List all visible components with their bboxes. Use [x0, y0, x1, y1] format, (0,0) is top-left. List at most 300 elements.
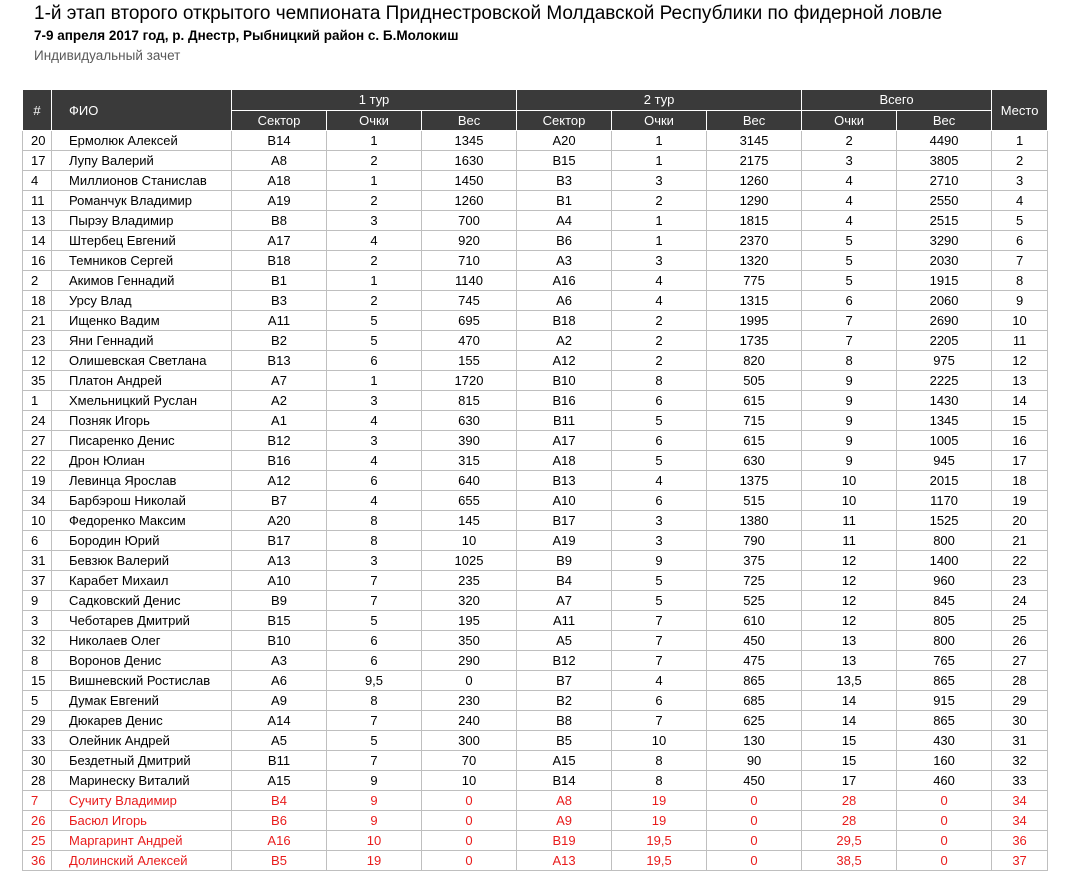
cell-place: 18 — [992, 471, 1048, 491]
cell-number: 31 — [23, 551, 52, 571]
cell-weight-round1: 290 — [422, 651, 517, 671]
cell-points-total: 5 — [802, 271, 897, 291]
cell-points-round2: 4 — [612, 471, 707, 491]
cell-weight-round1: 1630 — [422, 151, 517, 171]
cell-weight-total: 1170 — [897, 491, 992, 511]
cell-weight-round2: 130 — [707, 731, 802, 751]
cell-points-round2: 6 — [612, 391, 707, 411]
cell-name: Карабет Михаил — [52, 571, 232, 591]
cell-name: Пырэу Владимир — [52, 211, 232, 231]
cell-points-total: 13 — [802, 651, 897, 671]
cell-weight-round2: 2370 — [707, 231, 802, 251]
table-body — [23, 131, 1048, 871]
cell-points-round2: 7 — [612, 631, 707, 651]
cell-place: 34 — [992, 811, 1048, 831]
cell-points-round1: 3 — [327, 551, 422, 571]
cell-name: Басюл Игорь — [52, 811, 232, 831]
cell-weight-round1: 695 — [422, 311, 517, 331]
cell-weight-round2: 685 — [707, 691, 802, 711]
results-table — [22, 89, 1048, 871]
cell-number: 16 — [23, 251, 52, 271]
cell-points-total: 15 — [802, 751, 897, 771]
cell-number: 21 — [23, 311, 52, 331]
cell-name: Ермолюк Алексей — [52, 131, 232, 151]
cell-points-total: 9 — [802, 431, 897, 451]
cell-name: Барбэрош Николай — [52, 491, 232, 511]
cell-points-round2: 7 — [612, 611, 707, 631]
table-row — [23, 251, 1048, 271]
cell-number: 12 — [23, 351, 52, 371]
cell-sector-round1: B10 — [232, 631, 327, 651]
table-row — [23, 391, 1048, 411]
cell-points-round1: 4 — [327, 491, 422, 511]
cell-points-round2: 10 — [612, 731, 707, 751]
cell-points-round2: 3 — [612, 251, 707, 271]
cell-points-total: 4 — [802, 211, 897, 231]
cell-sector-round1: B3 — [232, 291, 327, 311]
cell-sector-round2: B1 — [517, 191, 612, 211]
cell-weight-total: 800 — [897, 631, 992, 651]
cell-sector-round1: B13 — [232, 351, 327, 371]
col-header-points-round1: Очки — [327, 110, 422, 131]
cell-number: 35 — [23, 371, 52, 391]
cell-place: 13 — [992, 371, 1048, 391]
cell-weight-round1: 350 — [422, 631, 517, 651]
table-row — [23, 711, 1048, 731]
cell-place: 3 — [992, 171, 1048, 191]
cell-weight-round2: 715 — [707, 411, 802, 431]
cell-weight-round2: 1995 — [707, 311, 802, 331]
cell-weight-round1: 390 — [422, 431, 517, 451]
cell-place: 4 — [992, 191, 1048, 211]
cell-name: Маргаринт Андрей — [52, 831, 232, 851]
cell-name: Яни Геннадий — [52, 331, 232, 351]
cell-points-round2: 3 — [612, 531, 707, 551]
cell-weight-total: 0 — [897, 851, 992, 871]
table-row — [23, 191, 1048, 211]
cell-number: 32 — [23, 631, 52, 651]
table-row — [23, 211, 1048, 231]
cell-number: 11 — [23, 191, 52, 211]
cell-number: 22 — [23, 451, 52, 471]
cell-name: Бородин Юрий — [52, 531, 232, 551]
cell-sector-round1: B17 — [232, 531, 327, 551]
cell-weight-round1: 1260 — [422, 191, 517, 211]
cell-points-round2: 2 — [612, 331, 707, 351]
cell-number: 18 — [23, 291, 52, 311]
cell-weight-total: 975 — [897, 351, 992, 371]
cell-sector-round2: A8 — [517, 791, 612, 811]
cell-weight-round1: 0 — [422, 671, 517, 691]
cell-points-round1: 7 — [327, 571, 422, 591]
table-row — [23, 151, 1048, 171]
table-row — [23, 651, 1048, 671]
cell-name: Лупу Валерий — [52, 151, 232, 171]
cell-points-total: 2 — [802, 131, 897, 151]
cell-sector-round2: A19 — [517, 531, 612, 551]
cell-weight-total: 2550 — [897, 191, 992, 211]
col-header-place: Место — [992, 90, 1048, 131]
cell-weight-total: 0 — [897, 831, 992, 851]
cell-number: 19 — [23, 471, 52, 491]
cell-name: Платон Андрей — [52, 371, 232, 391]
cell-points-round2: 4 — [612, 291, 707, 311]
table-row — [23, 331, 1048, 351]
cell-sector-round2: A11 — [517, 611, 612, 631]
cell-weight-round1: 0 — [422, 791, 517, 811]
cell-weight-round2: 820 — [707, 351, 802, 371]
cell-number: 20 — [23, 131, 52, 151]
cell-points-round2: 4 — [612, 271, 707, 291]
cell-points-round1: 5 — [327, 611, 422, 631]
cell-sector-round2: A7 — [517, 591, 612, 611]
cell-points-round2: 1 — [612, 131, 707, 151]
cell-number: 37 — [23, 571, 52, 591]
cell-sector-round1: A3 — [232, 651, 327, 671]
page-subtitle: 7-9 апреля 2017 год, р. Днестр, Рыбницкий район с. Б.Молокиш — [34, 28, 459, 43]
col-header-points-round2: Очки — [612, 110, 707, 131]
cell-place: 14 — [992, 391, 1048, 411]
table-row — [23, 431, 1048, 451]
cell-weight-round2: 790 — [707, 531, 802, 551]
cell-name: Маринеску Виталий — [52, 771, 232, 791]
table-row — [23, 691, 1048, 711]
cell-name: Миллионов Станислав — [52, 171, 232, 191]
table-row — [23, 551, 1048, 571]
cell-weight-round2: 3145 — [707, 131, 802, 151]
cell-place: 5 — [992, 211, 1048, 231]
cell-sector-round1: B1 — [232, 271, 327, 291]
table-row — [23, 291, 1048, 311]
cell-points-round1: 4 — [327, 451, 422, 471]
cell-sector-round1: A12 — [232, 471, 327, 491]
cell-points-round1: 9 — [327, 811, 422, 831]
cell-points-round2: 3 — [612, 511, 707, 531]
cell-name: Дрон Юлиан — [52, 451, 232, 471]
cell-weight-total: 2225 — [897, 371, 992, 391]
cell-weight-total: 1525 — [897, 511, 992, 531]
col-group-total: Всего — [802, 90, 992, 111]
cell-weight-round1: 815 — [422, 391, 517, 411]
cell-weight-round2: 610 — [707, 611, 802, 631]
cell-weight-round1: 145 — [422, 511, 517, 531]
cell-weight-round1: 655 — [422, 491, 517, 511]
cell-weight-round1: 300 — [422, 731, 517, 751]
cell-points-total: 11 — [802, 511, 897, 531]
cell-sector-round1: B2 — [232, 331, 327, 351]
standings-caption: Индивидуальный зачет — [34, 48, 181, 63]
cell-weight-round1: 235 — [422, 571, 517, 591]
cell-number: 27 — [23, 431, 52, 451]
cell-points-round2: 1 — [612, 151, 707, 171]
cell-points-round1: 8 — [327, 511, 422, 531]
cell-sector-round1: A16 — [232, 831, 327, 851]
cell-points-total: 38,5 — [802, 851, 897, 871]
table-row — [23, 351, 1048, 371]
cell-place: 8 — [992, 271, 1048, 291]
cell-number: 33 — [23, 731, 52, 751]
cell-weight-total: 945 — [897, 451, 992, 471]
cell-sector-round2: B18 — [517, 311, 612, 331]
cell-points-round1: 2 — [327, 291, 422, 311]
cell-weight-round1: 470 — [422, 331, 517, 351]
cell-sector-round2: B2 — [517, 691, 612, 711]
cell-place: 7 — [992, 251, 1048, 271]
cell-place: 34 — [992, 791, 1048, 811]
cell-sector-round2: B9 — [517, 551, 612, 571]
cell-sector-round2: A18 — [517, 451, 612, 471]
cell-name: Писаренко Денис — [52, 431, 232, 451]
cell-weight-total: 2515 — [897, 211, 992, 231]
cell-sector-round2: A3 — [517, 251, 612, 271]
cell-sector-round1: B6 — [232, 811, 327, 831]
cell-place: 26 — [992, 631, 1048, 651]
cell-place: 1 — [992, 131, 1048, 151]
col-header-sector-round1: Сектор — [232, 110, 327, 131]
cell-points-round1: 2 — [327, 151, 422, 171]
cell-points-round2: 5 — [612, 451, 707, 471]
cell-weight-total: 960 — [897, 571, 992, 591]
cell-weight-total: 2060 — [897, 291, 992, 311]
cell-weight-round2: 525 — [707, 591, 802, 611]
table-row — [23, 571, 1048, 591]
cell-weight-round2: 1380 — [707, 511, 802, 531]
cell-sector-round2: B17 — [517, 511, 612, 531]
cell-weight-total: 1005 — [897, 431, 992, 451]
cell-weight-total: 3805 — [897, 151, 992, 171]
cell-sector-round1: A8 — [232, 151, 327, 171]
cell-weight-round1: 1140 — [422, 271, 517, 291]
cell-points-round2: 5 — [612, 411, 707, 431]
table-row — [23, 411, 1048, 431]
cell-weight-round1: 1345 — [422, 131, 517, 151]
cell-points-round2: 8 — [612, 371, 707, 391]
cell-points-total: 12 — [802, 591, 897, 611]
cell-sector-round1: B12 — [232, 431, 327, 451]
cell-sector-round2: A5 — [517, 631, 612, 651]
cell-name: Романчук Владимир — [52, 191, 232, 211]
col-header-weight-round1: Вес — [422, 110, 517, 131]
cell-name: Акимов Геннадий — [52, 271, 232, 291]
cell-weight-total: 2030 — [897, 251, 992, 271]
cell-points-round2: 2 — [612, 191, 707, 211]
cell-weight-total: 160 — [897, 751, 992, 771]
cell-weight-round2: 775 — [707, 271, 802, 291]
cell-sector-round2: A10 — [517, 491, 612, 511]
cell-points-round1: 3 — [327, 391, 422, 411]
cell-number: 13 — [23, 211, 52, 231]
cell-points-round1: 7 — [327, 591, 422, 611]
cell-number: 1 — [23, 391, 52, 411]
cell-place: 12 — [992, 351, 1048, 371]
cell-number: 6 — [23, 531, 52, 551]
cell-sector-round1: B7 — [232, 491, 327, 511]
cell-number: 24 — [23, 411, 52, 431]
cell-points-total: 11 — [802, 531, 897, 551]
cell-points-total: 7 — [802, 331, 897, 351]
table-row — [23, 811, 1048, 831]
cell-name: Темников Сергей — [52, 251, 232, 271]
cell-weight-round2: 475 — [707, 651, 802, 671]
cell-name: Сучиту Владимир — [52, 791, 232, 811]
cell-place: 19 — [992, 491, 1048, 511]
cell-points-round2: 6 — [612, 431, 707, 451]
cell-points-round1: 2 — [327, 251, 422, 271]
cell-place: 37 — [992, 851, 1048, 871]
cell-points-total: 14 — [802, 691, 897, 711]
cell-name: Вишневский Ростислав — [52, 671, 232, 691]
cell-sector-round1: A1 — [232, 411, 327, 431]
cell-weight-round1: 710 — [422, 251, 517, 271]
cell-weight-total: 1345 — [897, 411, 992, 431]
cell-points-round1: 8 — [327, 531, 422, 551]
cell-weight-round2: 90 — [707, 751, 802, 771]
cell-weight-total: 865 — [897, 711, 992, 731]
cell-number: 7 — [23, 791, 52, 811]
cell-sector-round2: B7 — [517, 671, 612, 691]
cell-sector-round1: B9 — [232, 591, 327, 611]
cell-sector-round1: A15 — [232, 771, 327, 791]
cell-name: Чеботарев Дмитрий — [52, 611, 232, 631]
cell-place: 15 — [992, 411, 1048, 431]
cell-weight-round2: 1290 — [707, 191, 802, 211]
cell-place: 33 — [992, 771, 1048, 791]
cell-points-round2: 1 — [612, 211, 707, 231]
cell-points-total: 28 — [802, 791, 897, 811]
cell-sector-round2: B5 — [517, 731, 612, 751]
cell-name: Садковский Денис — [52, 591, 232, 611]
cell-number: 34 — [23, 491, 52, 511]
cell-sector-round2: A4 — [517, 211, 612, 231]
cell-weight-round2: 0 — [707, 831, 802, 851]
cell-place: 22 — [992, 551, 1048, 571]
cell-weight-round2: 0 — [707, 851, 802, 871]
cell-place: 6 — [992, 231, 1048, 251]
cell-number: 28 — [23, 771, 52, 791]
cell-points-round1: 9 — [327, 771, 422, 791]
cell-place: 23 — [992, 571, 1048, 591]
cell-points-round2: 5 — [612, 591, 707, 611]
cell-weight-round2: 1315 — [707, 291, 802, 311]
cell-sector-round1: A18 — [232, 171, 327, 191]
cell-weight-round2: 865 — [707, 671, 802, 691]
table-row — [23, 791, 1048, 811]
cell-place: 28 — [992, 671, 1048, 691]
cell-sector-round1: A17 — [232, 231, 327, 251]
cell-points-round1: 6 — [327, 471, 422, 491]
cell-weight-round1: 745 — [422, 291, 517, 311]
col-group-round2: 2 тур — [517, 90, 802, 111]
cell-weight-total: 800 — [897, 531, 992, 551]
cell-weight-total: 2205 — [897, 331, 992, 351]
cell-name: Николаев Олег — [52, 631, 232, 651]
cell-name: Долинский Алексей — [52, 851, 232, 871]
cell-points-round2: 2 — [612, 311, 707, 331]
cell-weight-total: 460 — [897, 771, 992, 791]
cell-place: 30 — [992, 711, 1048, 731]
cell-weight-round1: 700 — [422, 211, 517, 231]
cell-weight-round1: 640 — [422, 471, 517, 491]
cell-sector-round1: A2 — [232, 391, 327, 411]
col-header-name: ФИО — [52, 90, 232, 131]
cell-weight-round1: 1720 — [422, 371, 517, 391]
col-header-number: # — [23, 90, 52, 131]
cell-name: Бездетный Дмитрий — [52, 751, 232, 771]
cell-points-round2: 2 — [612, 351, 707, 371]
cell-sector-round1: A10 — [232, 571, 327, 591]
table-row — [23, 751, 1048, 771]
cell-points-round2: 9 — [612, 551, 707, 571]
cell-number: 29 — [23, 711, 52, 731]
table-row — [23, 851, 1048, 871]
col-header-weight-total: Вес — [897, 110, 992, 131]
cell-name: Ищенко Вадим — [52, 311, 232, 331]
cell-name: Позняк Игорь — [52, 411, 232, 431]
cell-weight-total: 2015 — [897, 471, 992, 491]
cell-weight-round1: 0 — [422, 811, 517, 831]
cell-points-total: 9 — [802, 391, 897, 411]
cell-weight-round1: 230 — [422, 691, 517, 711]
cell-points-round1: 8 — [327, 691, 422, 711]
table-row — [23, 631, 1048, 651]
cell-points-round2: 7 — [612, 651, 707, 671]
cell-weight-total: 865 — [897, 671, 992, 691]
cell-name: Воронов Денис — [52, 651, 232, 671]
cell-points-round2: 5 — [612, 571, 707, 591]
cell-sector-round2: B10 — [517, 371, 612, 391]
cell-points-round2: 19,5 — [612, 831, 707, 851]
cell-place: 29 — [992, 691, 1048, 711]
cell-weight-total: 845 — [897, 591, 992, 611]
table-row — [23, 271, 1048, 291]
cell-weight-total: 805 — [897, 611, 992, 631]
cell-weight-round2: 615 — [707, 391, 802, 411]
cell-points-total: 6 — [802, 291, 897, 311]
cell-name: Левинца Ярослав — [52, 471, 232, 491]
cell-sector-round1: B16 — [232, 451, 327, 471]
cell-weight-round1: 320 — [422, 591, 517, 611]
cell-number: 14 — [23, 231, 52, 251]
cell-points-round1: 1 — [327, 271, 422, 291]
cell-points-total: 5 — [802, 251, 897, 271]
cell-points-round1: 7 — [327, 751, 422, 771]
cell-weight-round2: 630 — [707, 451, 802, 471]
cell-weight-total: 3290 — [897, 231, 992, 251]
cell-sector-round2: A17 — [517, 431, 612, 451]
cell-place: 31 — [992, 731, 1048, 751]
cell-weight-total: 915 — [897, 691, 992, 711]
cell-points-round2: 4 — [612, 671, 707, 691]
cell-weight-total: 1400 — [897, 551, 992, 571]
cell-sector-round1: B5 — [232, 851, 327, 871]
cell-name: Урсу Влад — [52, 291, 232, 311]
cell-weight-round1: 10 — [422, 771, 517, 791]
cell-sector-round1: A5 — [232, 731, 327, 751]
cell-weight-round2: 1375 — [707, 471, 802, 491]
cell-number: 17 — [23, 151, 52, 171]
cell-sector-round1: B15 — [232, 611, 327, 631]
cell-number: 25 — [23, 831, 52, 851]
cell-sector-round2: A6 — [517, 291, 612, 311]
cell-points-total: 4 — [802, 191, 897, 211]
table-row — [23, 831, 1048, 851]
cell-points-total: 17 — [802, 771, 897, 791]
table-row — [23, 611, 1048, 631]
cell-points-round1: 9,5 — [327, 671, 422, 691]
cell-name: Хмельницкий Руслан — [52, 391, 232, 411]
cell-sector-round1: A6 — [232, 671, 327, 691]
cell-place: 16 — [992, 431, 1048, 451]
